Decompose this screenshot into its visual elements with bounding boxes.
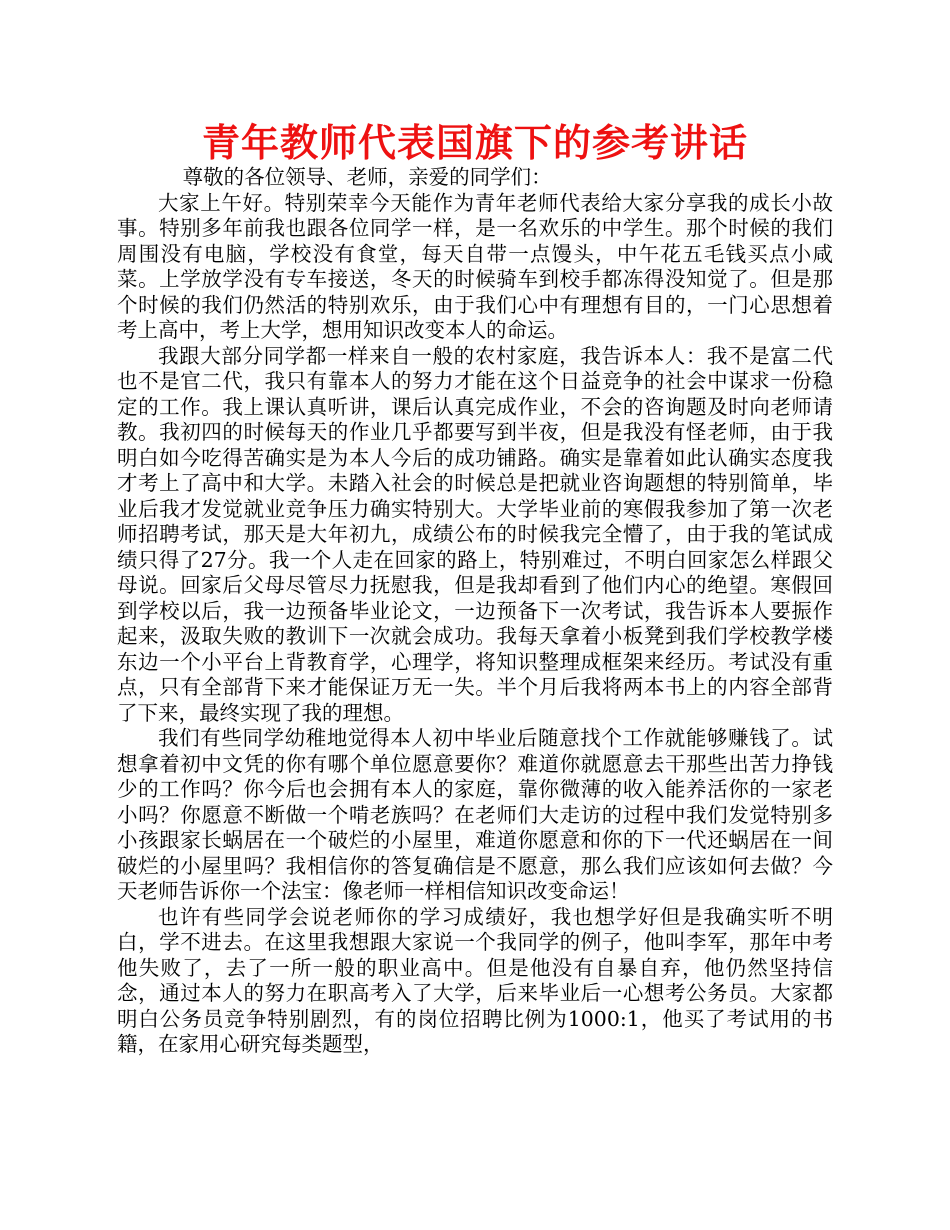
paragraph-2: 我跟大部分同学都一样来自一般的农村家庭，我告诉本人：我不是富二代也不是官二代，我只有靠本人的努力才能在这个日益竞争的社会中谋求一份稳定的工作。我上课认真听讲，课后认真完成作业，不会的咨询题及时向老师请教。我初四的时候每天的作业几乎都要写到半夜，但是我没有怪老师，由于我明白如今吃得苦确实是为本人今后的成功铺路。确实是靠着如此认确实态度我才考上了高中和大学。未踏入社会的时候总是把就业咨询题想的特别简单，毕业后我才发觉就业竞争压力确实特别大。大学毕业前的寒假我参加了第一次老师招聘考试，那天是大年初九，成绩公布的时候我完全懵了，由于我的笔试成绩只得了27分。我一个人走在回家的路上，特别难过，不明白回家怎么样跟父母说。回家后父母尽管尽力抚慰我，但是我却看到了他们内心的绝望。寒假回到学校以后，我一边预备毕业论文，一边预备下一次考试，我告诉本人要振作起来，汲取失败的教训下一次就会成功。我每天拿着小板凳到我们学校教学楼东边一个小平台上背教育学，心理学，将知识整理成框架来经历。考试没有重点，只有全部背下来才能保证万无一失。半个月后我将两本书上的内容全部背了下来，最终实现了我的理想。: [117, 343, 833, 725]
paragraph-1: 大家上午好。特别荣幸今天能作为青年老师代表给大家分享我的成长小故事。特别多年前我也跟各位同学一样，是一名欢乐的中学生。那个时候的我们周围没有电脑，学校没有食堂，每天自带一点馒头，中午花五毛钱买点小咸菜。上学放学没有专车接送，冬天的时候骑车到校手都冻得没知觉了。但是那个时候的我们仍然活的特别欢乐，由于我们心中有理想有目的，一门心思想着考上高中，考上大学，想用知识改变本人的命运。: [117, 190, 833, 342]
document-body: [117, 165, 833, 1058]
paragraph-4: 也许有些同学会说老师你的学习成绩好，我也想学好但是我确实听不明白，学不进去。在这里我想跟大家说一个我同学的例子，他叫李军，那年中考他失败了，去了一所一般的职业高中。但是他没有自暴自弃，他仍然坚持信念，通过本人的努力在职高考入了大学，后来毕业后一心想考公务员。大家都明白公务员竞争特别剧烈，有的岗位招聘比例为1000:1，他买了考试用的书籍，在家用心研究每类题型，: [117, 904, 833, 1056]
paragraph-3: 我们有些同学幼稚地觉得本人初中毕业后随意找个工作就能够赚钱了。试想拿着初中文凭的你有哪个单位愿意要你？难道你就愿意去干那些出苦力挣钱少的工作吗？你今后也会拥有本人的家庭，靠你微薄的收入能养活你的一家老小吗？你愿意不断做一个啃老族吗？在老师们大走访的过程中我们发觉特别多小孩跟家长蜗居在一个破烂的小屋里，难道你愿意和你的下一代还蜗居在一间破烂的小屋里吗？我相信你的答复确信是不愿意，那么我们应该如何去做？今天老师告诉你一个法宝：像老师一样相信知识改变命运！: [117, 726, 833, 903]
document-title: 青年教师代表国旗下的参考讲话: [201, 121, 748, 165]
salutation-paragraph: 尊敬的各位领导、老师，亲爱的同学们：: [182, 165, 552, 189]
